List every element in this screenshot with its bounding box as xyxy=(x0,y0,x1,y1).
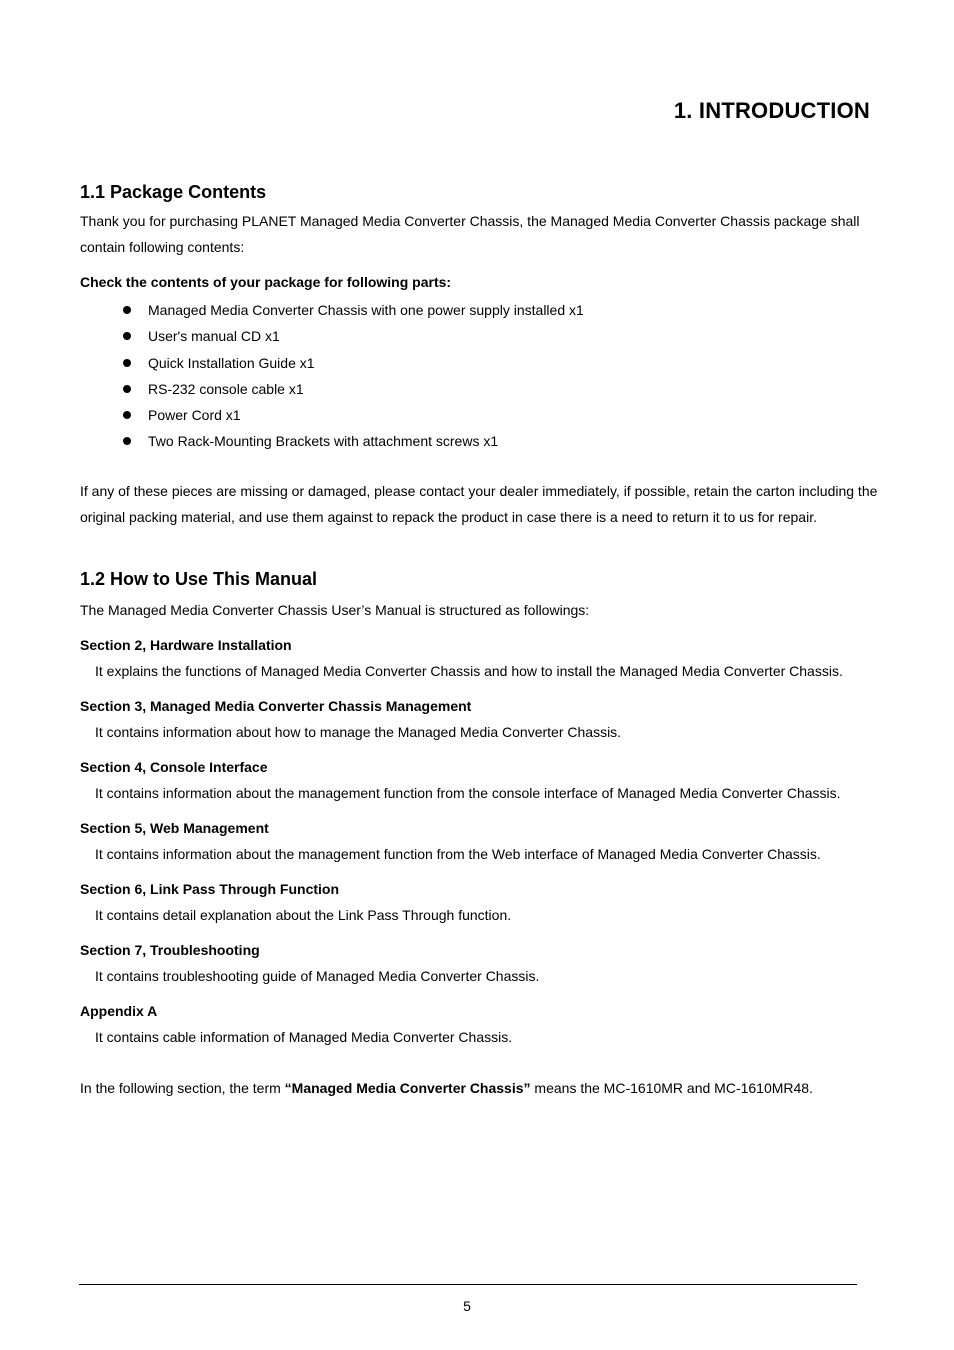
manual-section-entry xyxy=(80,876,880,928)
list-item xyxy=(80,350,880,376)
term-note-suffix: means the MC-1610MR and MC-1610MR48. xyxy=(530,1079,813,1096)
term-note-prefix: In the following section, the term xyxy=(80,1079,285,1096)
manual-section-description: It contains troubleshooting guide of Managed Media Converter Chassis. xyxy=(95,967,540,984)
list-item xyxy=(80,428,880,454)
package-contents-intro: Thank you for purchasing PLANET Managed Media Converter Chassis, the Managed Media Converter Chassis package shall contain following contents: xyxy=(80,213,860,255)
bullet-icon xyxy=(123,411,131,419)
manual-section-description: It explains the functions of Managed Media Converter Chassis and how to install the Managed Media Converter Chassis. xyxy=(95,662,843,679)
manual-section-entry xyxy=(80,815,880,867)
term-definition-note xyxy=(80,1075,880,1101)
list-item-text: Two Rack-Mounting Brackets with attachment screws x1 xyxy=(148,433,499,450)
bullet-icon xyxy=(123,332,131,340)
footer-divider xyxy=(79,1284,857,1285)
bullet-icon xyxy=(123,306,131,314)
check-contents-heading: Check the contents of your package for following parts: xyxy=(80,274,452,290)
manual-section-entry xyxy=(80,754,880,806)
list-item-text: Quick Installation Guide x1 xyxy=(148,354,315,371)
list-item xyxy=(80,323,880,349)
package-contents-heading: 1.1 Package Contents xyxy=(80,182,267,202)
page-content xyxy=(80,180,880,1101)
manual-section-entry xyxy=(80,632,880,684)
package-parts-list xyxy=(80,297,880,455)
list-item xyxy=(80,376,880,402)
bullet-icon xyxy=(123,437,131,445)
list-item-text: RS-232 console cable x1 xyxy=(148,380,304,397)
list-item-text: Managed Media Converter Chassis with one power supply installed x1 xyxy=(148,302,584,318)
manual-section-entry xyxy=(80,937,880,989)
list-item-text: User's manual CD x1 xyxy=(148,328,280,345)
list-item xyxy=(80,297,880,323)
list-item-text: Power Cord x1 xyxy=(148,407,241,424)
defined-term: “Managed Media Converter Chassis” xyxy=(284,1079,531,1096)
manual-section-description: It contains information about how to manage the Managed Media Converter Chassis. xyxy=(95,723,622,740)
manual-section-title: Section 2, Hardware Installation xyxy=(80,636,292,653)
manual-section-description: It contains information about the management function from the console interface of Managed Media Converter Chassis. xyxy=(95,784,841,801)
how-to-use-intro: The Managed Media Converter Chassis User’s Manual is structured as followings: xyxy=(80,601,590,618)
manual-section-entry xyxy=(80,693,880,745)
page-number: 5 xyxy=(463,1298,471,1314)
bullet-icon xyxy=(123,385,131,393)
manual-section-title: Appendix A xyxy=(80,1002,158,1019)
manual-section-title: Section 3, Managed Media Converter Chassis Management xyxy=(80,697,472,714)
manual-section-title: Section 6, Link Pass Through Function xyxy=(80,880,340,897)
bullet-icon xyxy=(123,359,131,367)
manual-section-title: Section 5, Web Management xyxy=(80,819,269,836)
manual-section-title: Section 4, Console Interface xyxy=(80,758,268,775)
list-item xyxy=(80,402,880,428)
manual-section-title: Section 7, Troubleshooting xyxy=(80,941,260,958)
manual-section-description: It contains information about the management function from the Web interface of Managed Media Converter Chassis. xyxy=(95,845,821,862)
how-to-use-heading: 1.2 How to Use This Manual xyxy=(80,568,318,589)
manual-section-description: It contains detail explanation about the Link Pass Through function. xyxy=(95,906,512,923)
manual-section-entry xyxy=(80,998,880,1050)
missing-parts-note: If any of these pieces are missing or damaged, please contact your dealer immediately, if possible, retain the carton including the original packing material, and use them against to repack the product in case there is a need to return it to us for repair. xyxy=(80,482,878,525)
chapter-title: 1. INTRODUCTION xyxy=(673,98,870,123)
manual-section-description: It contains cable information of Managed Media Converter Chassis. xyxy=(95,1028,513,1045)
